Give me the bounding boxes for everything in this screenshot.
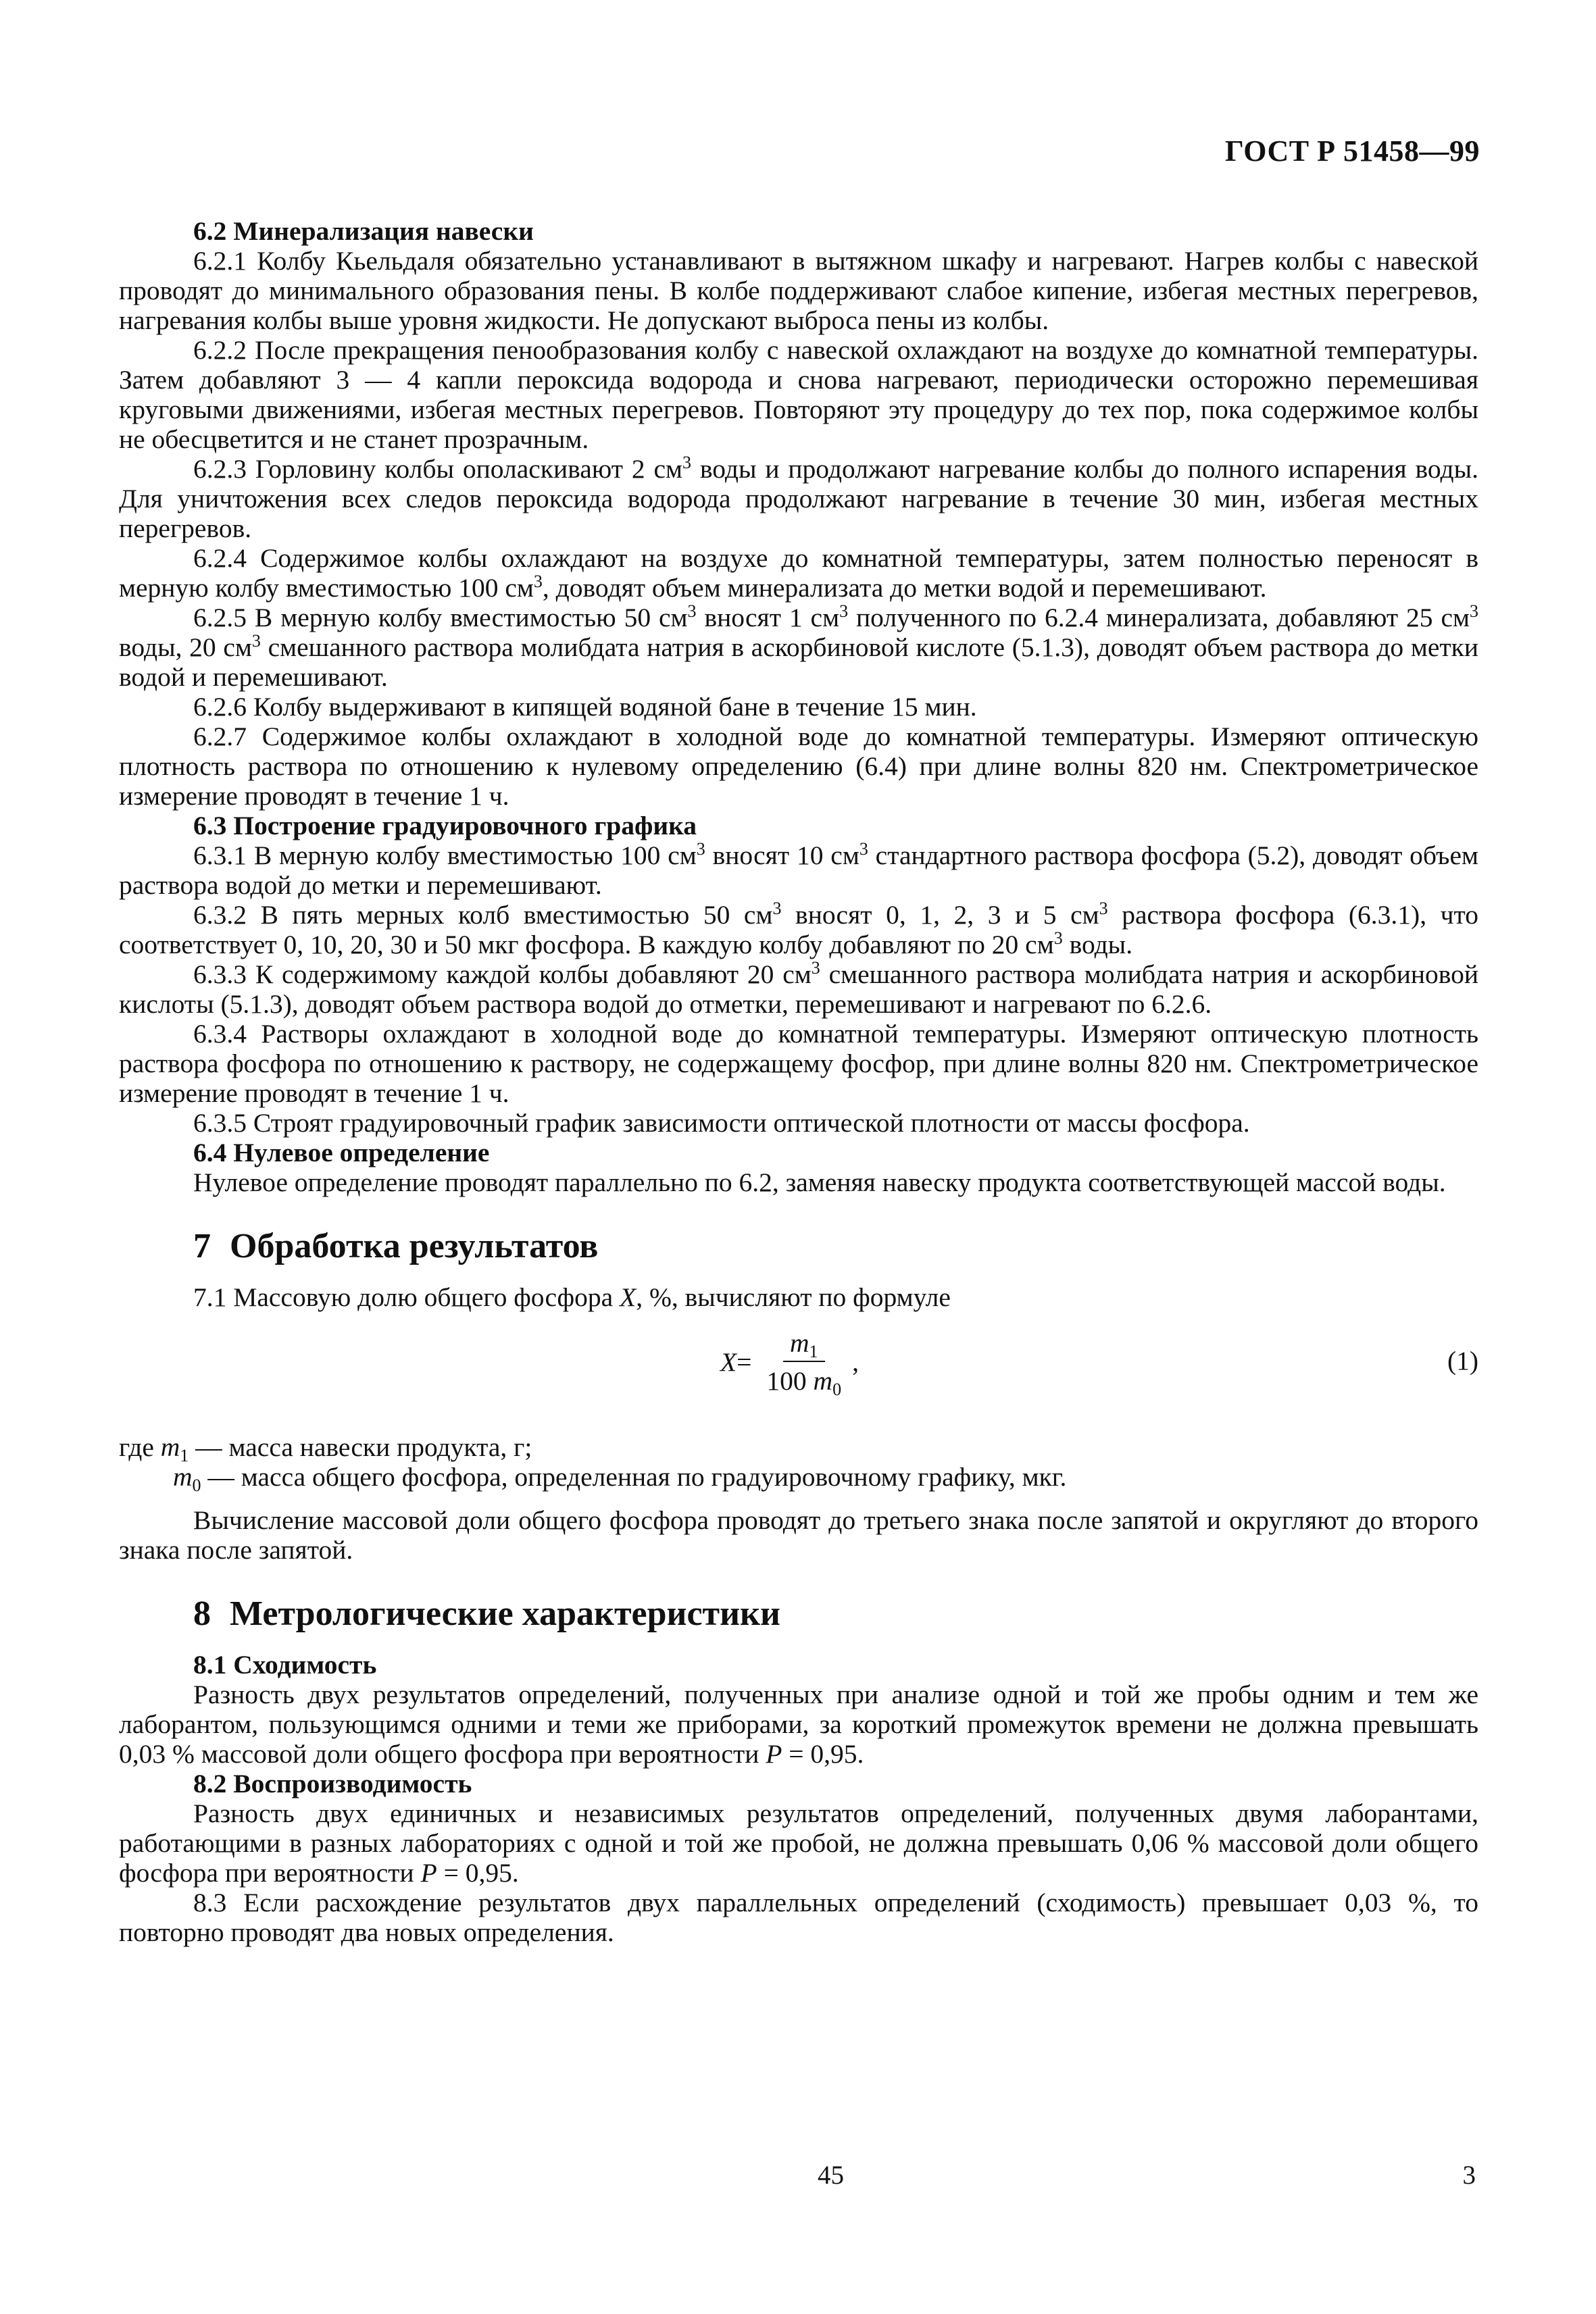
paragraph-6-3-2: 6.3.2 В пять мерных колб вместимостью 50 $см^3$ вносят 0, 1, 2, 3 и 5 $см^3$ раствора фосфора (6.3.1), что соответствует 0, 10, 20, 30 и 50 мкг фосфора. В каждую колбу добавляют по 20 $см^3$ воды.	[119, 899, 1479, 959]
paragraph-6-2-4: 6.2.4 Содержимое колбы охлаждают на воздухе до комнатной температуры, затем полностью переносят в мерную колбу вместимостью 100 $см^3$, доводят объем минерализата до метки водой и перемешивают.	[119, 543, 1478, 603]
paragraph-6-3-4: 6.3.4 Растворы охлаждают в холодной воде до комнатной температуры. Измеряют оптическую плотность раствора фосфора по отношению к раствору, не содержащему фосфор, при длине волны 820 нм. Спектрометрическое измерение проводят в течение 1 ч.	[119, 1019, 1478, 1108]
formula-number: (1)	[1447, 1346, 1478, 1376]
page-number: 45	[818, 2161, 844, 2190]
subsection-heading-8-2: 8.2 Воспроизводимость	[193, 1769, 472, 1799]
paragraph-6-2-7: 6.2.7 Содержимое колбы охлаждают в холодной воде до комнатной температуры. Измеряют оптическую плотность раствора по отношению к нулевому определению (6.4) при длине волны 820 нм. Спектрометрическое измерение проводят в течение 1 ч.	[119, 722, 1478, 811]
subsection-heading-6-2: 6.2 Минерализация навески	[193, 216, 534, 246]
subsection-heading-6-3: 6.3 Построение градуировочного графика	[193, 811, 697, 840]
paragraph-6-2-6: 6.2.6 Колбу выдерживают в кипящей водяной бане в течение 15 мин.	[193, 692, 977, 722]
paragraph-6-2-1: 6.2.1 Колбу Кьельдаля обязательно устанавливают в вытяжном шкафу и нагревают. Нагрев колбы с навеской проводят до минимального образования пены. В колбе поддерживают слабое кипение, избегая местных перегревов, нагревания колбы выше уровня жидкости. Не допускают выброса пены из колбы.	[119, 246, 1478, 335]
paragraph-6-3-3: 6.3.3 К содержимому каждой колбы добавляют 20 $см^3$ смешанного раствора молибдата натрия и аскорбиновой кислоты (5.1.3), доводят объем раствора водой до отметки, перемешивают и нагревают по 6.2.6.	[119, 958, 1478, 1019]
paragraph-rounding: Вычисление массовой доли общего фосфора проводят до третьего знака после запятой и округляют до второго знака после запятой.	[119, 1505, 1478, 1565]
formula-fraction: $\frac{m_1}{100 m_0}$	[766, 1328, 842, 1399]
formula-where-m1: где $m_1$ — масса навески продукта, г;	[119, 1432, 532, 1465]
paragraph-6-2-3: 6.2.3 Горловину колбы ополаскивают 2 $см^3$ воды и продолжают нагревание колбы до полного испарения воды. Для уничтожения всех следов пероксида водорода продолжают нагревание в течение 30 мин, избегая местных перегревов.	[119, 453, 1478, 543]
paragraph-7-1: 7.1 Массовую долю общего фосфора X, %, вычисляют по формуле	[193, 1282, 951, 1312]
paragraph-8-1: Разность двух результатов определений, полученных при анализе одной и той же пробы одним и тем же лаборантом, пользующимся одними и теми же приборами, за короткий промежуток времени не должна превышать 0,03 % массовой доли общего фосфора при вероятности P = 0,95.	[119, 1680, 1478, 1769]
paragraph-6-3-1: 6.3.1 В мерную колбу вместимостью 100 $см^3$ вносят 10 $см^3$ стандартного раствора фосфора (5.2), доводят объем раствора водой до метки и перемешивают.	[119, 839, 1478, 900]
paragraph-6-2-2: 6.2.2 После прекращения пенообразования колбу с навеской охлаждают на воздухе до комнатной температуры. Затем добавляют 3 — 4 капли пероксида водорода и снова нагревают, периодически осторожно перемешивая круговыми движениями, избегая местных перегревов. Повторяют эту процедуру до тех пор, пока содержимое колбы не обесцветится и не станет прозрачным.	[119, 335, 1478, 454]
standard-code: ГОСТ Р 51458—99	[1224, 134, 1480, 168]
paragraph-8-2: Разность двух единичных и независимых результатов определений, полученных двумя лаборантами, работающими в разных лабораториях с одной и той же пробой, не должна превышать 0,06 % массовой доли общего фосфора при вероятности P = 0,95.	[119, 1799, 1478, 1888]
subsection-heading-6-4: 6.4 Нулевое определение	[193, 1138, 490, 1167]
section-heading-8: 8 Метрологические характеристики	[193, 1594, 780, 1633]
formula: X = $\frac{m_1}{100 m_0}$ ,	[720, 1328, 859, 1399]
document-body	[119, 216, 1478, 1947]
formula-where-m0: $m_0$ — масса общего фосфора, определенная по градуировочному графику, мкг.	[173, 1462, 1067, 1495]
paragraph-6-4: Нулевое определение проводят параллельно по 6.2, заменяя навеску продукта соответствующей массой воды.	[193, 1167, 1446, 1197]
sheet-number: 3	[1462, 2161, 1476, 2190]
paragraph-6-2-5: 6.2.5 В мерную колбу вместимостью 50 $см^3$ вносят 1 $см^3$ полученного по 6.2.4 минерализата, добавляют 25 $см^3$ воды, 20 $см^3$ смешанного раствора молибдата натрия в аскорбиновой кислоте (5.1.3), доводят объем раствора до метки водой и перемешивают.	[119, 601, 1478, 692]
paragraph-8-3: 8.3 Если расхождение результатов двух параллельных определений (сходимость) превышает 0,03 %, то повторно проводят два новых определения.	[119, 1888, 1478, 1947]
section-heading-7: 7 Обработка результатов	[193, 1227, 599, 1265]
paragraph-6-3-5: 6.3.5 Строят градуировочный график зависимости оптической плотности от массы фосфора.	[193, 1108, 1250, 1138]
subsection-heading-8-1: 8.1 Сходимость	[193, 1650, 377, 1680]
formula-row	[119, 1328, 1478, 1417]
